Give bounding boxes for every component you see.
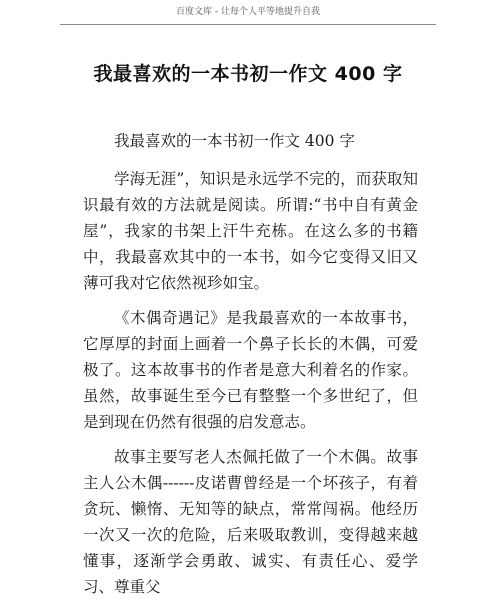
paragraph-1: 学海无涯”，知识是永远学不完的，而获取知识最有效的方法就是阅读。所谓:“书中自有黄金屋”，我家的书架上汗牛充栋。在这么多的书籍中，我最喜欢其中的一本书，如今它变得又旧又薄可我对它依然视珍如宝。 [83,170,418,292]
paragraph-2: 《木偶奇遇记》是我最喜欢的一本故事书，它厚厚的封面上画着一个鼻子长长的木偶，可爱极了。这本故事书的作者是意大利着名的作家。虽然，故事诞生至今已有整整一个多世纪了，但是到现在仍然有很强的启发意志。 [83,309,418,431]
paragraph-3: 故事主要写老人杰佩托做了一个木偶。故事主人公木偶------皮诺曹曾经是一个坏孩子，有着贪玩、懒惰、无知等的缺点，常常闯祸。他经历一次又一次的危险，后来吸取教训，变得越来越懂事，逐渐学会勇敢、诚实、有责任心、爱学习、尊重父 [83,448,418,596]
page-header: 百度文库 - 让每个人平等地提升自我 [60,0,436,25]
document-body [83,128,418,609]
document-title: 我最喜欢的一本书初一作文 400 字 [93,63,403,85]
paragraph-subtitle: 我最喜欢的一本书初一作文 400 字 [114,132,355,150]
